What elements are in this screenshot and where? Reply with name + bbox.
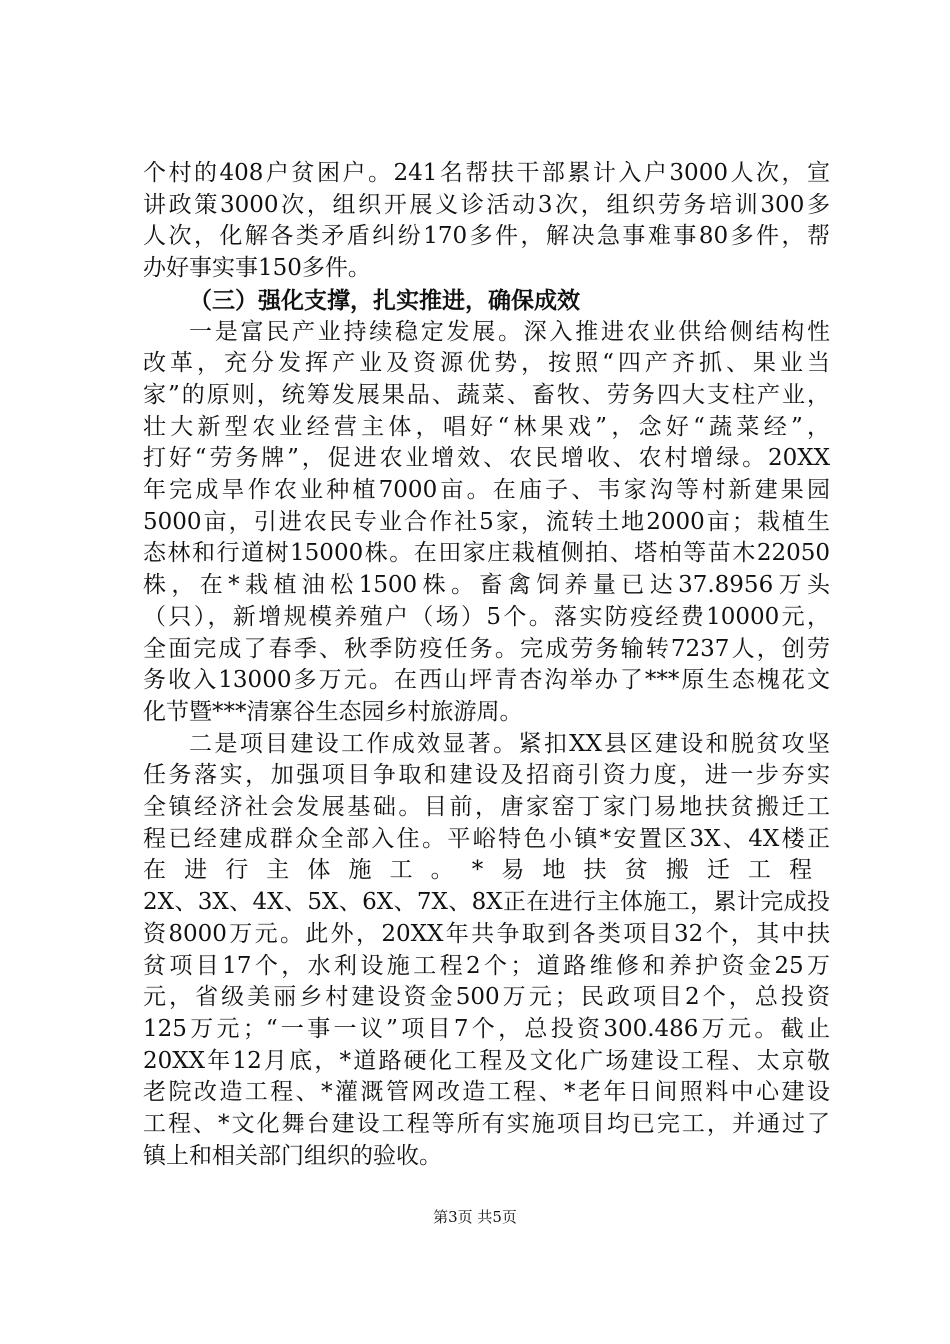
paragraph-start: 一是富民产业持续稳定发展。深入推进农业供给侧结构性	[189, 318, 830, 345]
text-line: 办好事实事150多件。	[143, 255, 371, 282]
text-line: （只），新增规模养殖户（场）5个。落实防疫经费10000元，	[143, 603, 830, 630]
text-line: 壮大新型农业经营主体，唱好“林果戏”，念好“蔬菜经”，	[143, 413, 830, 440]
text-line: 讲政策3000次，组织开展义诊活动3次，组织劳务培训300多	[143, 191, 830, 218]
text-line: 在进行主体施工。*易地扶贫搬迁工程	[143, 857, 830, 884]
text-line: 工程、*文化舞台建设工程等所有实施项目均已完工，并通过了	[143, 1111, 830, 1138]
text-line: 资8000万元。此外，20XX年共争取到各类项目32个，其中扶	[143, 920, 830, 947]
text-line: 镇上和相关部门组织的验收。	[143, 1142, 442, 1169]
text-line: 任务落实，加强项目争取和建设及招商引资力度，进一步夯实	[143, 762, 830, 789]
text-line: 程已经建成群众全部入住。平峪特色小镇*安置区3X、4X楼正	[143, 825, 830, 852]
section-heading: （三）强化支撑，扎实推进，确保成效	[189, 286, 580, 314]
text-line: 株，在*栽植油松1500株。畜禽饲养量已达37.8956万头	[143, 572, 830, 599]
text-line: 家”的原则，统筹发展果品、蔬菜、畜牧、劳务四大支柱产业，	[143, 381, 830, 408]
text-line: 2X、3X、4X、5X、6X、7X、8X正在进行主体施工，累计完成投	[143, 889, 830, 916]
text-line: 打好“劳务牌”，促进农业增效、农民增收、农村增绿。20XX	[143, 445, 830, 472]
text-line: 年完成旱作农业种植7000亩。在庙子、韦家沟等村新建果园	[143, 477, 830, 504]
text-line: 改革，充分发挥产业及资源优势，按照“四产齐抓、果业当	[143, 350, 830, 377]
text-line: 贫项目17个，水利设施工程2个；道路维修和养护资金25万	[143, 952, 830, 979]
text-line: 125万元；“一事一议”项目7个，总投资300.486万元。截止	[143, 1015, 830, 1042]
paragraph-start: 二是项目建设工作成效显著。紧扣XX县区建设和脱贫攻坚	[189, 730, 830, 757]
text-line: 全镇经济社会发展基础。目前，唐家窑丁家门易地扶贫搬迁工	[143, 794, 830, 821]
text-line: 20XX年12月底，*道路硬化工程及文化广场建设工程、太京敬	[143, 1047, 830, 1074]
text-line: 5000亩，引进农民专业合作社5家，流转土地2000亩；栽植生	[143, 508, 830, 535]
text-line: 人次，化解各类矛盾纠纷170多件，解决急事难事80多件，帮	[143, 223, 830, 250]
text-line: 务收入13000多万元。在西山坪青杏沟举办了***原生态槐花文	[143, 667, 830, 694]
text-line: 个村的408户贫困户。241名帮扶干部累计入户3000人次，宣	[143, 160, 830, 186]
text-line: 元，省级美丽乡村建设资金500万元；民政项目2个，总投资	[143, 984, 830, 1011]
document-body	[143, 158, 830, 1173]
text-line: 化节暨***清寨谷生态园乡村旅游周。	[143, 698, 523, 725]
text-line: 全面完成了春季、秋季防疫任务。完成劳务输转7237人，创劳	[143, 635, 830, 662]
page-footer: 第3页 共5页	[433, 1208, 517, 1226]
text-line: 老院改造工程、*灌溉管网改造工程、*老年日间照料中心建设	[143, 1079, 830, 1106]
text-line: 态林和行道树15000株。在田家庄栽植侧拍、塔柏等苗木22050	[143, 540, 830, 567]
